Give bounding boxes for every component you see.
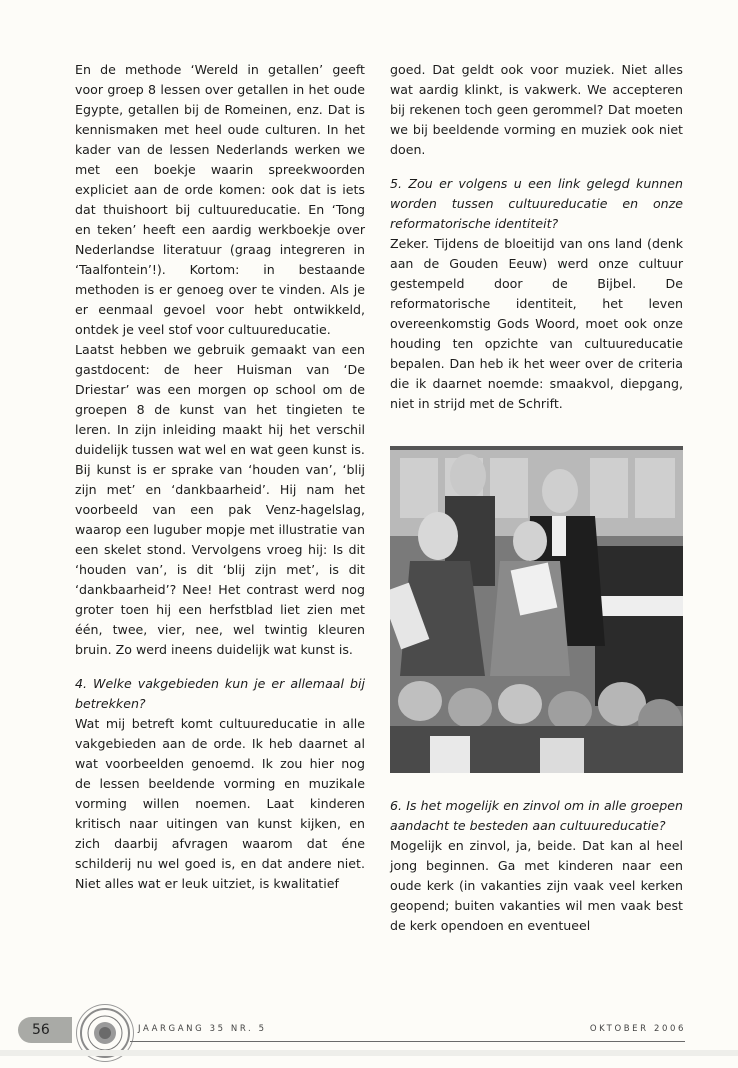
left-column (75, 60, 365, 894)
right-column-top (390, 60, 683, 414)
photo-illustration (390, 446, 683, 773)
paragraph: En de methode ‘Wereld in getallen’ geeft voor groep 8 lessen over getallen in het oude Egypte, getallen bij de Romeinen, enz. Dat is kennismaken met heel oude culturen. In het kader van de lessen Nederlands werken we met een boekje waarin spreekwoorden expliciet aan de orde komen: ook dat is iets dat thuishoort bij cultuureducatie. En ‘Tong en teken’ heeft een aardig werkboekje over Nederlandse literatuur (graag integreren in ‘Taalfontein’!). Kortom: in bestaande methoden is er genoeg over te vinden. Als je er eenmaal gevoel voor hebt ontwikkeld, ontdek je veel stof voor cultuureducatie. (75, 62, 365, 337)
page-edge (0, 1050, 738, 1056)
right-column-bottom (390, 796, 683, 936)
question-4: 4. Welke vakgebieden kun je er allemaal bij betrekken? (75, 676, 365, 711)
answer-5: Zeker. Tijdens de bloeitijd van ons land (denk aan de Gouden Eeuw) werd onze cultuur gestempeld door de Bijbel. De reformatorische identiteit, het leven overeenkomstig Gods Woord, moet ook onze houding ten opzichte van cultuureducatie bepalen. Dan heb ik het weer over de criteria die ik daarnet noemde: smaakvol, diepgang, niet in strijd met de Schrift. (390, 236, 683, 411)
question-6: 6. Is het mogelijk en zinvol om in alle groepen aandacht te besteden aan cultuureducatie? (390, 798, 683, 833)
paragraph: Laatst hebben we gebruik gemaakt van een gastdocent: de heer Huisman van ‘De Driestar’ was een morgen op school om de groepen 8 de kunst van het tingieten te leren. In zijn inleiding maakt hij het verschil duidelijk tussen wat wel en wat geen kunst is. (75, 342, 365, 457)
issue-date: OKTOBER 2006 (589, 1024, 686, 1034)
classroom-photo (390, 446, 683, 773)
question-5: 5. Zou er volgens u een link gelegd kunnen worden tussen cultuureducatie en onze reformatorische identiteit? (390, 176, 683, 231)
footer-rule (130, 1041, 685, 1042)
paragraph: goed. Dat geldt ook voor muziek. Niet alles wat aardig klinkt, is vakwerk. We accepteren bij rekenen toch geen gerommel? Dat moeten we bij beeldende vorming en muziek ook niet doen. (390, 62, 683, 157)
answer-4: Wat mij betreft komt cultuureducatie in alle vakgebieden aan de orde. Ik heb daarnet al wat voorbeelden genoemd. Ik zou hier nog de lessen beeldende vorming en muzikale vorming willen noemen. Laat kinderen kritisch naar uitingen van kunst kijken, en zich daarbij afvragen waarom dat éne schilderij nu wel goed is, en dat andere niet. Niet alles wat er leuk uitziet, is kwalitatief (75, 716, 365, 891)
paragraph: Bij kunst is er sprake van ‘houden van’, ‘blij zijn met’ en ‘dankbaarheid’. Hij nam het voorbeeld van een pak Venz-hagelslag, waarop een luguber mopje met illustratie van een skelet stond. Vervolgens vroeg hij: Is dit ‘houden van’, is dit ‘blij zijn met’, is dit ‘dankbaarheid’? Nee! Het contrast werd nog groter toen hij een herfstblad liet zien met één, twee, vier, nee, wel twintig kleuren bruin. Zo werd ineens duidelijk wat kunst is. (75, 462, 365, 657)
answer-6: Mogelijk en zinvol, ja, beide. Dat kan al heel jong beginnen. Ga met kinderen naar een oude kerk (in vakanties zijn vaak veel kerken geopend; buiten vakanties wil men vaak best de kerk opendoen en eventueel (390, 838, 683, 933)
page-number: 56 (18, 1017, 72, 1043)
issue-label: JAARGANG 35 NR. 5 (138, 1024, 267, 1034)
